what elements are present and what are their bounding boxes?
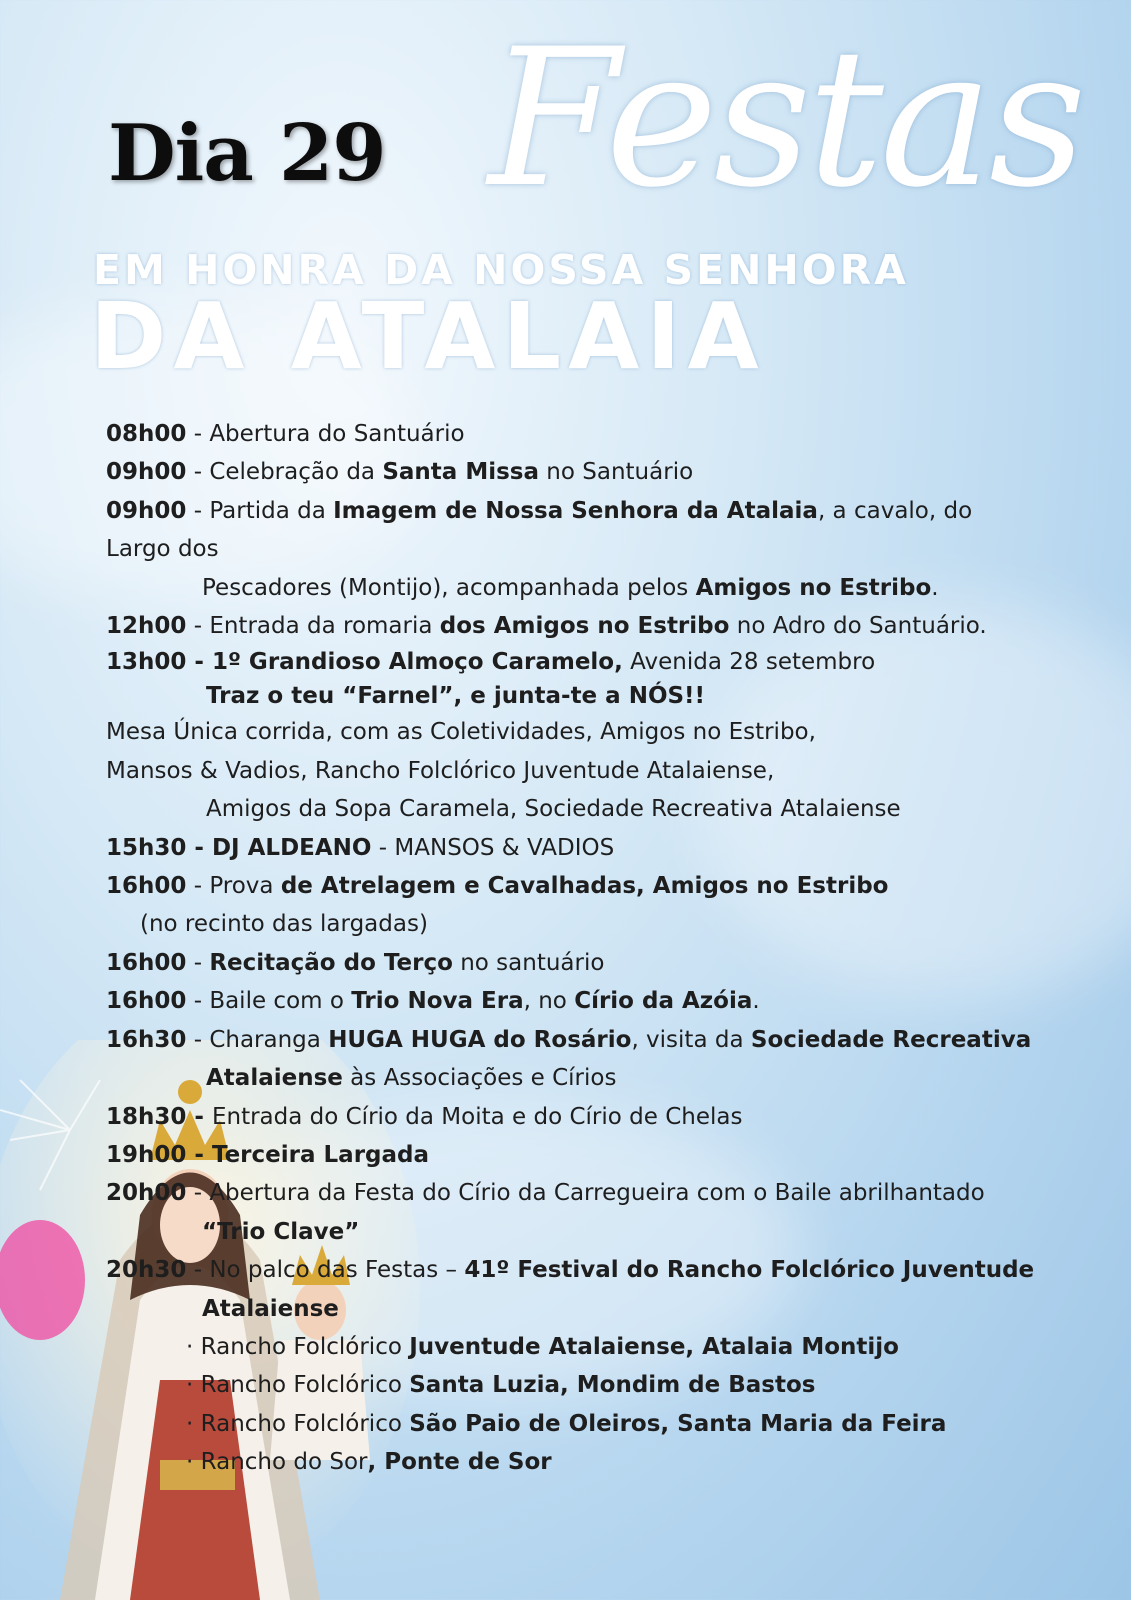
- event-time: 15h30: [106, 834, 187, 861]
- schedule-item: 20h30 - No palco das Festas – 41º Festival do Rancho Folclórico Juventude: [106, 1257, 1035, 1284]
- event-time: 16h00: [106, 949, 187, 976]
- schedule-item: 09h00 - Celebração da Santa Missa no Santuário: [106, 459, 694, 486]
- schedule-item: 19h00 - Terceira Largada: [106, 1141, 430, 1168]
- event-time: 16h00: [106, 873, 187, 900]
- schedule-item: 15h30 - DJ ALDEANO - MANSOS & VADIOS: [106, 834, 615, 861]
- schedule-item: 08h00 - Abertura do Santuário: [106, 421, 465, 447]
- list-item: · Rancho Folclórico São Paio de Oleiros, Santa Maria da Feira: [186, 1410, 947, 1437]
- event-time: 09h00: [106, 497, 187, 524]
- subtitle-line-2: DA ATALAIA: [90, 283, 766, 390]
- subtitle-line-1: EM HONRA DA NOSSA SENHORA: [93, 246, 909, 294]
- day-heading: Dia 29: [108, 108, 386, 199]
- schedule-item: 12h00 - Entrada da romaria dos Amigos no Estribo no Adro do Santuário.: [106, 613, 987, 640]
- festas-title: Festas: [488, 8, 1083, 229]
- schedule-item: 16h00 - Baile com o Trio Nova Era, no Círio da Azóia.: [106, 988, 760, 1015]
- schedule-item: 18h30 - Entrada do Círio da Moita e do Círio de Chelas: [106, 1103, 743, 1130]
- event-time: 19h00: [106, 1141, 187, 1168]
- schedule-item: 09h00 - Partida da Imagem de Nossa Senhora da Atalaia, a cavalo, do: [106, 497, 973, 524]
- schedule-continuation: Mansos & Vadios, Rancho Folclórico Juventude Atalaiense,: [106, 757, 775, 784]
- schedule-item: 20h00 - Abertura da Festa do Círio da Carregueira com o Baile abrilhantado: [106, 1180, 985, 1207]
- schedule-continuation: Mesa Única corrida, com as Coletividades, Amigos no Estribo,: [106, 719, 816, 746]
- event-time: 13h00: [106, 649, 187, 676]
- schedule-continuation: “Trio Clave”: [202, 1218, 360, 1245]
- event-time: 20h00: [106, 1180, 187, 1207]
- event-time: 16h00: [106, 988, 187, 1015]
- schedule-continuation: Pescadores (Montijo), acompanhada pelos Amigos no Estribo.: [202, 574, 939, 601]
- schedule-continuation: (no recinto das largadas): [140, 911, 428, 938]
- list-item: · Rancho Folclórico Santa Luzia, Mondim de Bastos: [186, 1372, 816, 1399]
- schedule-continuation: Atalaiense: [202, 1295, 339, 1322]
- schedule-item: 16h00 - Recitação do Terço no santuário: [106, 949, 605, 976]
- event-time: 18h30: [106, 1103, 187, 1130]
- event-time: 20h30: [106, 1257, 187, 1284]
- schedule-continuation: Atalaiense às Associações e Círios: [206, 1065, 617, 1092]
- schedule-continuation: Largo dos: [106, 536, 219, 563]
- event-time: 08h00: [106, 421, 187, 447]
- schedule-list: [106, 415, 1106, 1482]
- event-time: 09h00: [106, 459, 187, 486]
- event-time: 16h30: [106, 1026, 187, 1053]
- schedule-item: 13h00 - 1º Grandioso Almoço Caramelo, Avenida 28 setembro: [106, 649, 876, 676]
- list-item: · Rancho do Sor, Ponte de Sor: [186, 1449, 552, 1476]
- list-item: · Rancho Folclórico Juventude Atalaiense, Atalaia Montijo: [186, 1333, 899, 1360]
- schedule-continuation: Traz o teu “Farnel”, e junta-te a NÓS!!: [206, 683, 706, 710]
- event-time: 12h00: [106, 613, 187, 640]
- schedule-item: 16h30 - Charanga HUGA HUGA do Rosário, visita da Sociedade Recreativa: [106, 1026, 1032, 1053]
- schedule-item: 16h00 - Prova de Atrelagem e Cavalhadas, Amigos no Estribo: [106, 873, 889, 900]
- schedule-continuation: Amigos da Sopa Caramela, Sociedade Recreativa Atalaiense: [206, 796, 901, 823]
